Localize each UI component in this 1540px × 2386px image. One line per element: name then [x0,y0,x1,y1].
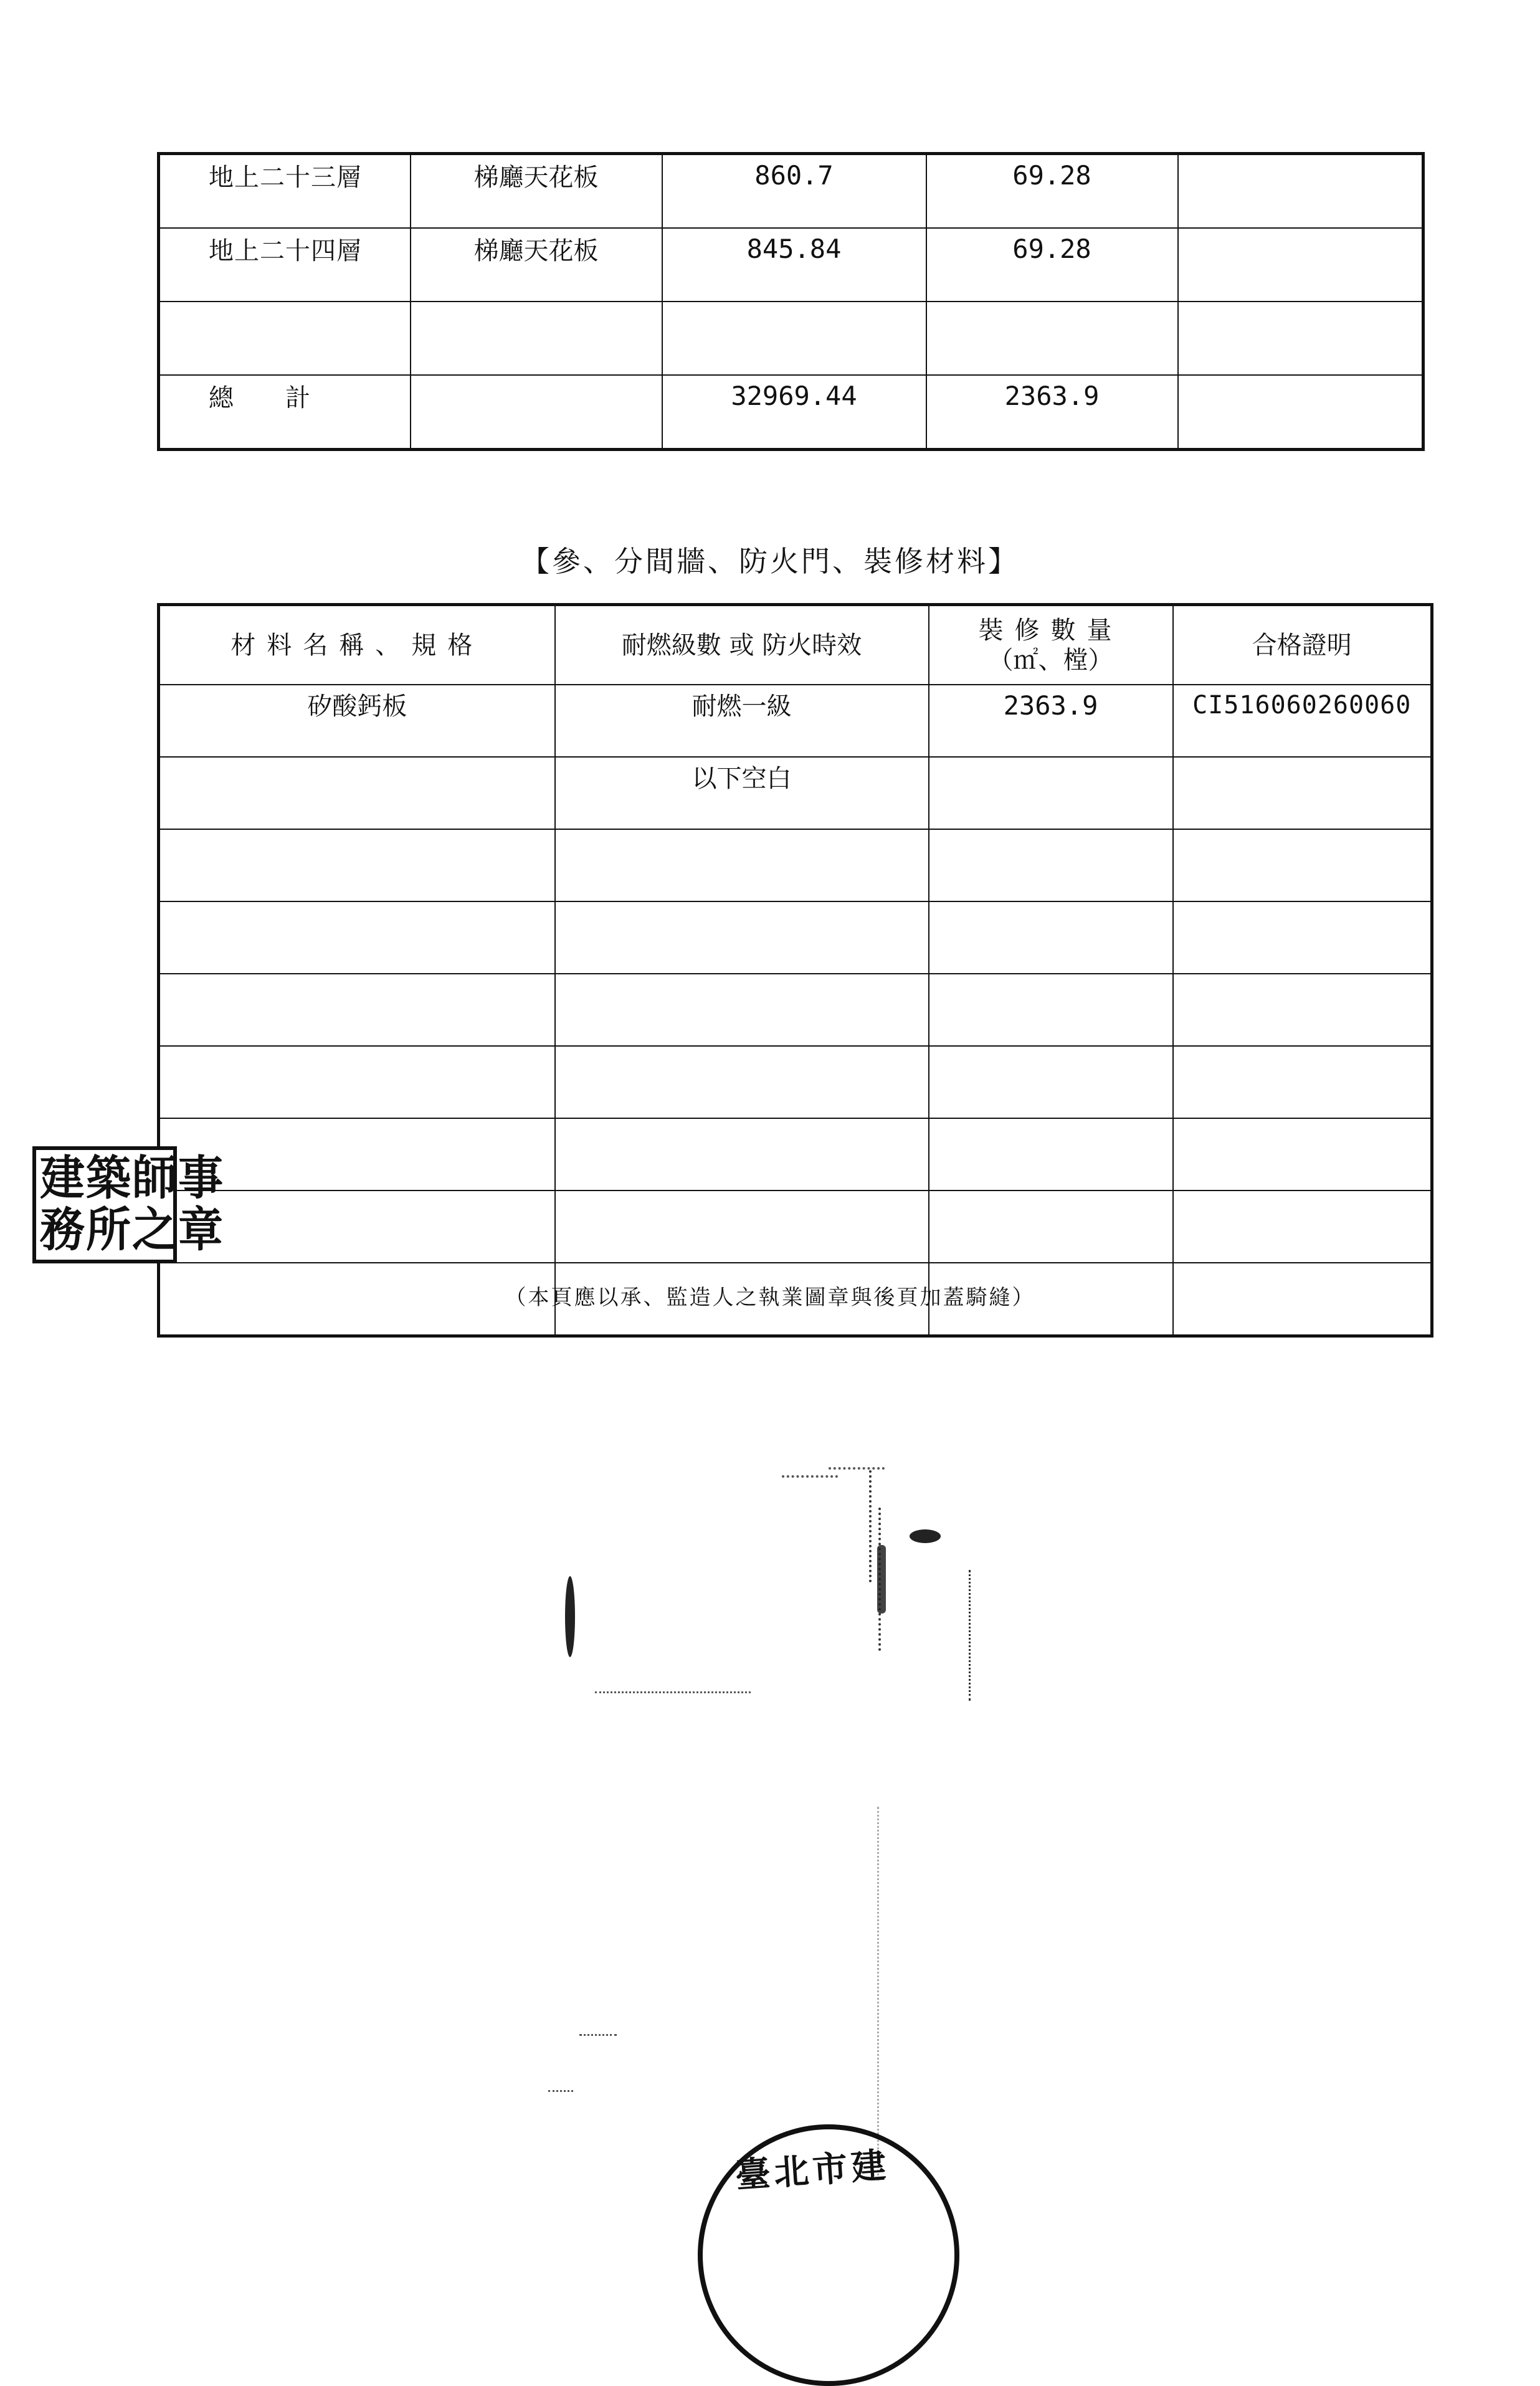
footnote: （本頁應以承、監造人之執業圖章與後頁加蓋騎縫） [505,1285,1035,1310]
floor-cell [159,302,411,375]
location-cell: 梯廳天花板 [411,154,662,229]
note-cell [1178,228,1424,302]
cert-cell [1173,1191,1432,1263]
stamp-residue [782,1475,838,1478]
stamp-residue [829,1467,885,1470]
rating-cell [555,1046,929,1118]
material-cell: 矽酸鈣板 [159,685,555,757]
cert-cell: CI516060260060 [1173,685,1432,757]
table-row [159,974,1432,1046]
value-a-cell: 860.7 [662,154,926,229]
floor-cell: 地上二十三層 [159,154,411,229]
header-quantity [929,605,1173,685]
seal-char: 建 [40,1150,85,1206]
material-cell [159,829,555,901]
seal-char: 務 [40,1202,85,1258]
table-row [159,302,1424,375]
round-stamp-text: 臺北市建 [734,2145,891,2197]
table-row [159,1118,1432,1191]
floor-summary-table [157,152,1425,451]
stamp-residue [595,1691,751,1693]
table-row [159,1191,1432,1263]
location-cell [411,302,662,375]
rating-cell [555,901,929,974]
rating-cell [555,829,929,901]
value-b-cell [926,302,1178,375]
quantity-cell: 2363.9 [929,685,1173,757]
quantity-cell [929,1191,1173,1263]
materials-table [157,603,1433,1338]
stamp-residue [877,1807,879,2180]
stamp-residue [969,1570,971,1701]
quantity-cell [929,974,1173,1046]
rating-cell [555,1118,929,1191]
rating-cell: 以下空白 [555,757,929,829]
note-cell [1178,302,1424,375]
seal-char: 章 [178,1202,224,1258]
seal-char: 事 [178,1150,224,1206]
rating-cell: 耐燃一級 [555,685,929,757]
total-value-b-cell: 2363.9 [926,375,1178,450]
table-row [159,685,1432,757]
cert-cell [1173,901,1432,974]
cert-cell [1173,829,1432,901]
cert-cell [1173,974,1432,1046]
total-value-a-cell: 32969.44 [662,375,926,450]
material-cell [159,974,555,1046]
note-cell [1178,154,1424,229]
location-cell: 梯廳天花板 [411,228,662,302]
section-title: 【參、分間牆、防火門、裝修材料】 [521,544,1019,578]
header-cert: 合格證明 [1173,605,1432,685]
stamp-residue [548,2090,573,2092]
table-row [159,757,1432,829]
stamp-residue [910,1529,941,1543]
quantity-cell [929,829,1173,901]
value-b-cell: 69.28 [926,228,1178,302]
location-cell [411,375,662,450]
table-row [159,1046,1432,1118]
quantity-cell [929,901,1173,974]
cert-cell [1173,1046,1432,1118]
stamp-residue [877,1545,886,1614]
seal-char: 築 [86,1150,131,1206]
stamp-residue [565,1576,575,1657]
header-rating: 耐燃級數 或 防火時效 [555,605,929,685]
material-cell [159,901,555,974]
seal-char: 之 [132,1202,178,1258]
cert-cell [1173,757,1432,829]
table-row [159,154,1424,229]
material-cell [159,757,555,829]
quantity-cell [929,1046,1173,1118]
rating-cell [555,1191,929,1263]
value-b-cell: 69.28 [926,154,1178,229]
header-quantity-line2: （㎡、樘） [988,645,1113,675]
header-quantity-line1: 裝修數量 [978,616,1123,645]
material-cell [159,1046,555,1118]
table-row [159,901,1432,974]
table-header-row [159,605,1432,685]
stamp-residue [579,2034,617,2036]
quantity-cell [929,757,1173,829]
value-a-cell: 845.84 [662,228,926,302]
quantity-cell [929,1118,1173,1191]
total-row [159,375,1424,450]
rating-cell [555,974,929,1046]
header-material: 材料名稱、規格 [159,605,555,685]
seal-char: 師 [132,1150,178,1206]
value-a-cell [662,302,926,375]
note-cell [1178,375,1424,450]
architect-seal [32,1146,224,1263]
table-row [159,829,1432,901]
stamp-residue [869,1470,872,1582]
floor-cell: 地上二十四層 [159,228,411,302]
total-label-cell: 總 計 [159,375,411,450]
cert-cell [1173,1118,1432,1191]
table-row [159,228,1424,302]
seal-char: 所 [86,1202,131,1258]
